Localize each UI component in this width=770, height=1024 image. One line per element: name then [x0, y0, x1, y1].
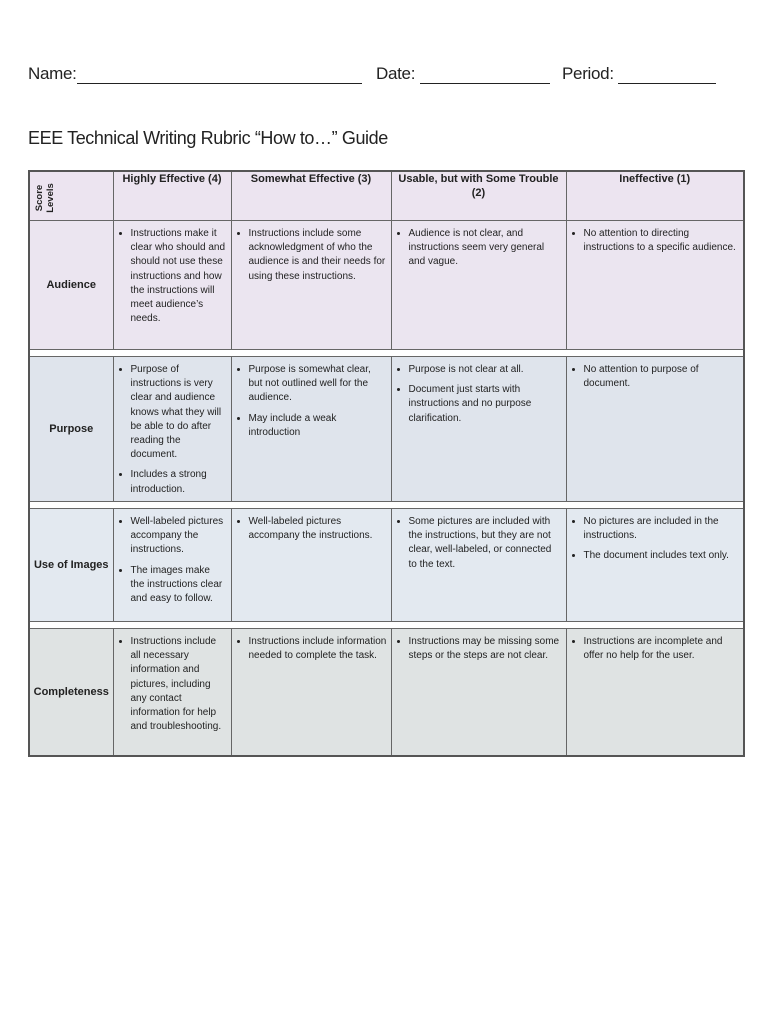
- criteria-bullet: • Instructions may be missing some steps or the steps are not clear.: [409, 635, 562, 663]
- criteria-bullet: • Includes a strong introduction.: [131, 468, 227, 496]
- criteria-cell: [566, 221, 744, 350]
- criteria-bullet: • Instructions are incomplete and offer no help for the user.: [584, 635, 740, 663]
- name-blank[interactable]: [77, 65, 362, 84]
- level-header-1: Ineffective (1): [566, 171, 744, 221]
- criteria-bullet: • Instructions include some acknowledgment of who the audience is and their needs for using these instructions.: [249, 227, 387, 284]
- criteria-cell: [391, 629, 566, 757]
- date-blank[interactable]: [420, 65, 550, 84]
- level-header-3: Somewhat Effective (3): [231, 171, 391, 221]
- criteria-bullet: • The document includes text only.: [584, 549, 740, 563]
- criteria-bullet: • Instructions include all necessary information and pictures, including any contact information for help and troubleshooting.: [131, 635, 227, 734]
- criteria-bullet: • Well-labeled pictures accompany the instructions.: [249, 515, 387, 543]
- row-label-use-of-images: Use of Images: [29, 509, 113, 622]
- criteria-bullet: • Audience is not clear, and instructions seem very general and vague.: [409, 227, 562, 270]
- rubric-table: [28, 170, 745, 757]
- name-field[interactable]: [28, 64, 362, 84]
- rubric-row-purpose: [29, 357, 744, 502]
- criteria-bullet: • Purpose is somewhat clear, but not outlined well for the audience.: [249, 363, 387, 406]
- criteria-bullet: • No attention to purpose of document.: [584, 363, 740, 391]
- row-separator: [29, 502, 744, 509]
- period-blank[interactable]: [618, 65, 716, 84]
- row-separator: [29, 350, 744, 357]
- page-title: EEE Technical Writing Rubric “How to…” Guide: [28, 128, 388, 148]
- name-label: Name:: [28, 64, 77, 83]
- criteria-bullet: • No attention to directing instructions to a specific audience.: [584, 227, 740, 255]
- criteria-bullet: • May include a weak introduction: [249, 412, 387, 440]
- period-label: Period:: [562, 64, 614, 83]
- criteria-bullet: • Document just starts with instructions and no purpose clarification.: [409, 383, 562, 426]
- criteria-cell: [566, 357, 744, 502]
- criteria-bullet: • Some pictures are included with the instructions, but they are not clear, well-labeled, or connected to the text.: [409, 515, 562, 572]
- criteria-cell: [391, 357, 566, 502]
- criteria-cell: [566, 509, 744, 622]
- criteria-cell: [113, 629, 231, 757]
- period-field[interactable]: [562, 64, 716, 84]
- criteria-cell: [113, 221, 231, 350]
- criteria-cell: [231, 357, 391, 502]
- criteria-cell: [391, 221, 566, 350]
- criteria-cell: [566, 629, 744, 757]
- criteria-bullet: • Instructions include information needed to complete the task.: [249, 635, 387, 663]
- rubric-row-completeness: [29, 629, 744, 757]
- criteria-bullet: • Purpose of instructions is very clear and audience knows what they will be able to do after reading the document.: [131, 363, 227, 462]
- criteria-cell: [231, 509, 391, 622]
- rubric-header-row: [29, 171, 744, 221]
- rubric-row-use-of-images: [29, 509, 744, 622]
- criteria-bullet: • The images make the instructions clear and easy to follow.: [131, 564, 227, 607]
- level-header-4: Highly Effective (4): [113, 171, 231, 221]
- criteria-cell: [113, 357, 231, 502]
- criteria-bullet: • Well-labeled pictures accompany the instructions.: [131, 515, 227, 558]
- criteria-cell: [231, 629, 391, 757]
- score-levels-label: Score Levels: [34, 183, 56, 213]
- level-header-2: Usable, but with Some Trouble (2): [391, 171, 566, 221]
- criteria-cell: [391, 509, 566, 622]
- criteria-cell: [113, 509, 231, 622]
- row-label-completeness: Completeness: [29, 629, 113, 757]
- row-label-purpose: Purpose: [29, 357, 113, 502]
- date-label: Date:: [376, 64, 416, 83]
- row-separator: [29, 622, 744, 629]
- criteria-cell: [231, 221, 391, 350]
- rubric-row-audience: [29, 221, 744, 350]
- criteria-bullet: • No pictures are included in the instructions.: [584, 515, 740, 543]
- row-label-audience: Audience: [29, 221, 113, 350]
- date-field[interactable]: [376, 64, 550, 84]
- criteria-bullet: • Purpose is not clear at all.: [409, 363, 562, 377]
- criteria-bullet: • Instructions make it clear who should and should not use these instructions and how the instructions will meet audience’s needs.: [131, 227, 227, 326]
- score-levels-corner: [29, 171, 113, 221]
